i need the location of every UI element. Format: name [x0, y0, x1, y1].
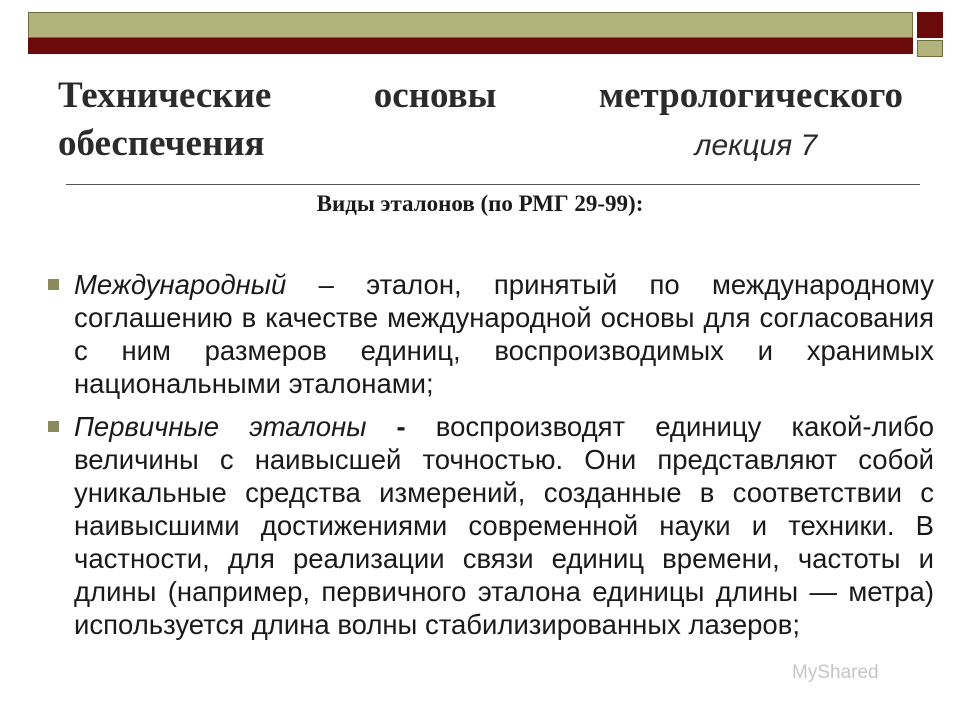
- title-word: Технические: [58, 75, 272, 116]
- section-subtitle: Виды эталонов (по РМГ 29-99):: [316, 191, 644, 216]
- title-word: обеспечения: [58, 123, 265, 164]
- item-body: воспроизводят единицу какой-либо величины с наивысшей точностью. Они представляют собой уникальные средства измерений, созданные в соответствии с наивысшими достижениями современной науки и техники. В частности, для реализации связи единиц времени, частоты и длины (например, первичного эталона единицы длины — метра) используется длина волны стабилизированных лазеров;: [74, 411, 934, 640]
- title-word: основы: [373, 75, 497, 116]
- item-body: эталон, принятый по международному соглашению в качестве международной основы для согласования с ним размеров единиц, воспроизводимых и хранимых национальными эталонами;: [74, 269, 934, 399]
- square-bullet-icon: [48, 279, 59, 290]
- watermark: MyShared: [792, 662, 879, 683]
- title-line-1: [58, 72, 903, 120]
- item-separator: -: [366, 411, 436, 442]
- item-term: Международный: [74, 269, 287, 300]
- corner-olive-square: [917, 40, 943, 57]
- title-word: метрологического: [598, 75, 903, 116]
- item-separator: –: [286, 269, 367, 300]
- list-item-text: [74, 268, 934, 400]
- corner-maroon-square: [917, 12, 943, 38]
- header-band: [28, 12, 913, 57]
- list-item-text: [74, 410, 934, 641]
- list-item: [48, 410, 934, 641]
- square-bullet-icon: [48, 421, 59, 432]
- bullet-list: [48, 268, 934, 651]
- header-band-maroon: [28, 38, 913, 54]
- header-corner-block: [917, 12, 943, 57]
- title-line-2: [58, 120, 903, 170]
- title-divider: [66, 184, 920, 185]
- item-term: Первичные эталоны: [74, 411, 367, 442]
- slide-title: [58, 72, 903, 170]
- list-item: [48, 268, 934, 400]
- lecture-label: лекция 7: [694, 129, 818, 162]
- header-band-olive: [28, 12, 913, 38]
